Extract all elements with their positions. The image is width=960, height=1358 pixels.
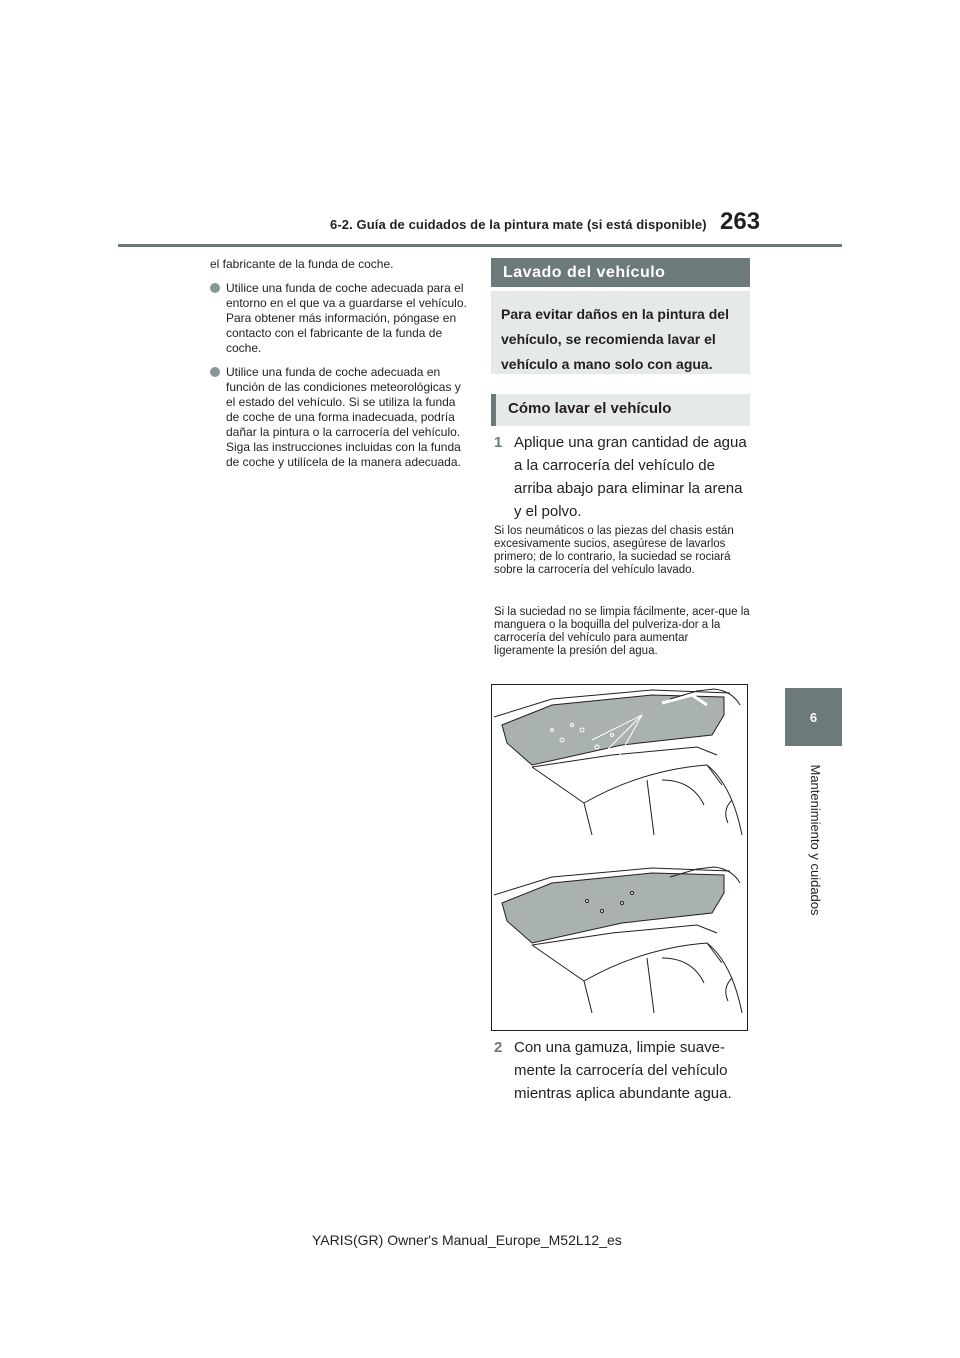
subsection-header: Cómo lavar el vehículo (491, 394, 750, 426)
continued-text: el fabricante de la funda de coche. (210, 257, 394, 271)
header-rule (118, 244, 842, 247)
car-roof-top-view-2 (494, 867, 742, 1013)
lead-box: Para evitar daños en la pintura del vehículo, se recomienda lavar el vehículo a mano solo con agua. (491, 291, 750, 374)
washing-illustration (491, 684, 748, 1031)
washing-illustration-svg (492, 685, 747, 1030)
bullet-text: Utilice una funda de coche adecuada para el entorno en el que va a guardarse el vehículo. Para obtener más información, póngase en contacto con el fabricante de la funda de coche. (226, 281, 467, 355)
step-1 (494, 431, 752, 523)
chapter-number: 6 (809, 709, 818, 725)
bullet-dot-icon (210, 283, 220, 293)
section-header: Lavado del vehículo (491, 258, 750, 287)
step-number: 2 (494, 1039, 503, 1056)
footer-manual-id: YARIS(GR) Owner's Manual_Europe_M52L12_es (312, 1232, 622, 1248)
step-text: Aplique una gran cantidad de agua a la carrocería del vehículo de arriba abajo para eliminar la arena y el polvo. (514, 434, 747, 520)
note-1: Si los neumáticos o las piezas del chasis están excesivamente sucios, asegúrese de lavarlos primero; de lo contrario, la suciedad se rociará sobre la carrocería del vehículo lavado. (494, 525, 734, 576)
page-number: 263 (720, 208, 761, 235)
bullet-dot-icon (210, 367, 220, 377)
left-column (210, 257, 468, 479)
chapter-label: Mantenimiento y cuidados (808, 764, 823, 916)
bullet-text: Utilice una funda de coche adecuada en función de las condiciones meteorológicas y el estado del vehículo. Si se utiliza la funda de coche de una forma inadecuada, podría dañar la pintura o la carrocería del vehículo. Siga las instrucciones incluidas con la funda de coche y utilícela de la manera adecuada. (226, 365, 461, 469)
note-2: Si la suciedad no se limpia fácilmente, acer-que la manguera o la boquilla del pulveriza-dor a la carrocería del vehículo para aumentar ligeramente la presión del agua. (494, 606, 750, 657)
bullet-item (210, 365, 468, 470)
car-roof-top-view (494, 689, 742, 835)
bullet-item (210, 281, 468, 356)
step-text: Con una gamuza, limpie suave-mente la carrocería del vehículo mientras aplica abundante agua. (514, 1039, 732, 1102)
step-number: 1 (494, 434, 503, 451)
step-2 (494, 1036, 752, 1105)
header-title: 6-2. Guía de cuidados de la pintura mate (si está disponible) (330, 217, 707, 232)
